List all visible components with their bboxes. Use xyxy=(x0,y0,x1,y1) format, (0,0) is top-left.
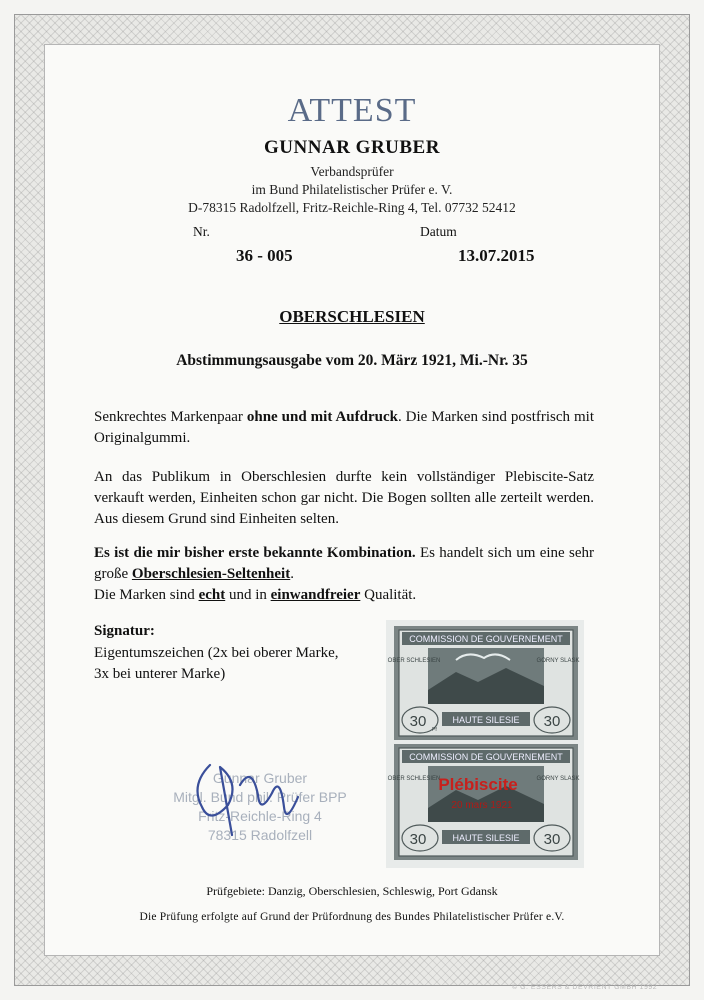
expert-stamp-line1: Gunnar Gruber xyxy=(212,770,308,786)
upper-stamp xyxy=(388,626,580,740)
footer-regulation: Die Prüfung erfolgte auf Grund der Prüfordnung des Bundes Philatelistischer Prüfer e.V. xyxy=(139,911,565,923)
expert-stamp-line3: Fritz-Reichle-Ring 4 xyxy=(198,808,322,824)
certificate-date: 13.07.2015 xyxy=(458,246,535,265)
lower-stamp-left-words: OBER SCHLESIEN xyxy=(387,776,441,782)
certificate-number: 36 - 005 xyxy=(236,246,293,265)
country-heading: OBERSCHLESIEN xyxy=(279,307,425,326)
expert-name: GUNNAR GRUBER xyxy=(264,137,440,158)
lower-stamp xyxy=(388,744,580,860)
upper-stamp-top-banner: COMMISSION DE GOUVERNEMENT xyxy=(409,634,563,644)
expert-stamp-line4: 78315 Radolfzell xyxy=(207,827,313,843)
upper-stamp-value-right: 30 xyxy=(543,713,561,730)
signature-title: Signatur: xyxy=(94,623,155,639)
lower-stamp-overprint-line2: 20 mars 1921 xyxy=(451,800,513,811)
expert-stamp-line2: Mitgl. Bund phil. Prüfer BPP xyxy=(173,789,347,805)
lower-stamp-overprint-line1: Plébiscite xyxy=(438,775,518,794)
lower-stamp-right-words: GORNY SLASK xyxy=(536,776,580,782)
upper-stamp-left-words: OBER SCHLESIEN xyxy=(387,658,441,664)
signature-text: Eigentumszeichen (2x bei oberer Marke, 3x bei unterer Marke) xyxy=(94,645,339,682)
paragraph-rarity: Es ist die mir bisher erste bekannte Kombination. Es handelt sich um eine sehr große Oberschlesien-Seltenheit. Die Marken sind echt und in einwandfreier Qualität. xyxy=(94,545,594,603)
lower-stamp-value-right: 30 xyxy=(543,831,561,848)
lower-stamp-top-banner: COMMISSION DE GOUVERNEMENT xyxy=(409,752,563,762)
footer-test-areas: Prüfgebiete: Danzig, Oberschlesien, Schleswig, Port Gdansk xyxy=(206,884,498,898)
handwritten-signature xyxy=(180,745,310,845)
issue-line: Abstimmungsausgabe vom 20. März 1921, Mi.-Nr. 35 xyxy=(176,352,528,369)
certificate-title: ATTEST xyxy=(287,92,417,129)
expert-role: Verbandsprüfer xyxy=(310,164,394,179)
upper-stamp-bottom-banner: HAUTE SILESIE xyxy=(452,715,520,725)
paragraph-description: Senkrechtes Markenpaar ohne und mit Aufdruck. Die Marken sind postfrisch mit Originalgummi. xyxy=(94,409,594,446)
upper-stamp-value-left: 30 xyxy=(409,713,427,730)
paragraph-history: An das Publikum in Oberschlesien durfte kein vollständiger Plebiscite-Satz verkauft werden, Einheiten schon gar nicht. Die Bogen sollten alle zerteilt werden. Aus diesem Grund sind Einheiten selten. xyxy=(94,469,594,527)
lower-stamp-bottom-banner: HAUTE SILESIE xyxy=(452,833,520,843)
date-label: Datum xyxy=(420,224,457,239)
upper-stamp-unit: Pf xyxy=(432,727,437,733)
stamp-pair-image xyxy=(386,620,584,868)
expert-association: im Bund Philatelistischer Prüfer e. V. xyxy=(251,182,453,197)
printer-imprint: © G. ESSERS & DEVRIENT GMBH 1992 xyxy=(512,984,658,991)
upper-stamp-right-words: GORNY SLASK xyxy=(536,658,580,664)
lower-stamp-value-left: 30 xyxy=(409,831,427,848)
expert-address: D-78315 Radolfzell, Fritz-Reichle-Ring 4, Tel. 07732 52412 xyxy=(188,200,516,215)
nr-label: Nr. xyxy=(193,224,210,239)
